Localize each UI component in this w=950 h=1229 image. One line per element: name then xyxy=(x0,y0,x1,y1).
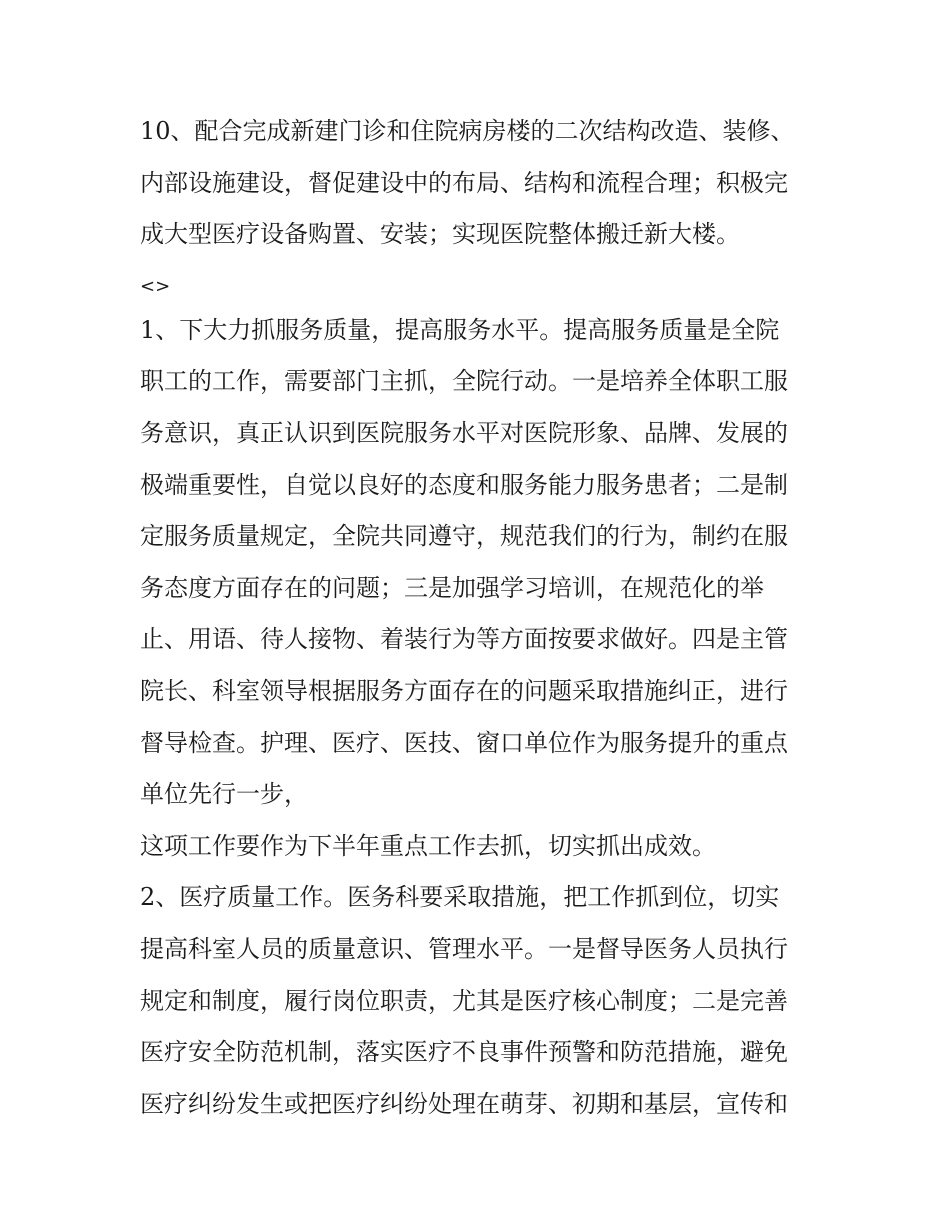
text-line: 1、下大力抓服务质量，提高服务水平。提高服务质量是全院 xyxy=(140,315,780,344)
text-line: 督导检查。护理、医疗、医技、窗口单位作为服务提升的重点 xyxy=(140,728,788,757)
text-line: 单位先行一步， xyxy=(140,780,308,809)
text-line: 职工的工作，需要部门主抓，全院行动。一是培养全体职工服 xyxy=(140,367,788,396)
text-line: 规定和制度，履行岗位职责，尤其是医疗核心制度；二是完善 xyxy=(140,986,788,1015)
text-line: 院长、科室领导根据服务方面存在的问题采取措施纠正，进行 xyxy=(140,676,788,705)
text-line: 医疗纠纷发生或把医疗纠纷处理在萌芽、初期和基层，宣传和 xyxy=(140,1089,788,1118)
document-body xyxy=(140,112,820,1136)
text-line: 定服务质量规定，全院共同遵守，规范我们的行为，制约在服 xyxy=(140,522,788,551)
section-separator: <> xyxy=(140,275,171,297)
text-line: 10、配合完成新建门诊和住院病房楼的二次结构改造、装修、 xyxy=(140,117,795,145)
text-line: 成大型医疗设备购置、安装；实现医院整体搬迁新大楼。 xyxy=(140,220,740,249)
text-line: 提高科室人员的质量意识、管理水平。一是督导医务人员执行 xyxy=(140,934,788,963)
text-line: 医疗安全防范机制，落实医疗不良事件预警和防范措施，避免 xyxy=(140,1038,788,1067)
text-line: 内部设施建设，督促建设中的布局、结构和流程合理；积极完 xyxy=(140,168,788,197)
text-line: 务态度方面存在的问题；三是加强学习培训，在规范化的举 xyxy=(140,573,764,602)
text-line: 2、医疗质量工作。医务科要采取措施，把工作抓到位，切实 xyxy=(140,883,780,912)
text-line: 极端重要性，自觉以良好的态度和服务能力服务患者；二是制 xyxy=(140,470,788,499)
text-line: 止、用语、待人接物、着装行为等方面按要求做好。四是主管 xyxy=(140,625,788,654)
text-line: 这项工作要作为下半年重点工作去抓，切实抓出成效。 xyxy=(140,831,716,860)
text-line: 务意识，真正认识到医院服务水平对医院形象、品牌、发展的 xyxy=(140,418,788,447)
